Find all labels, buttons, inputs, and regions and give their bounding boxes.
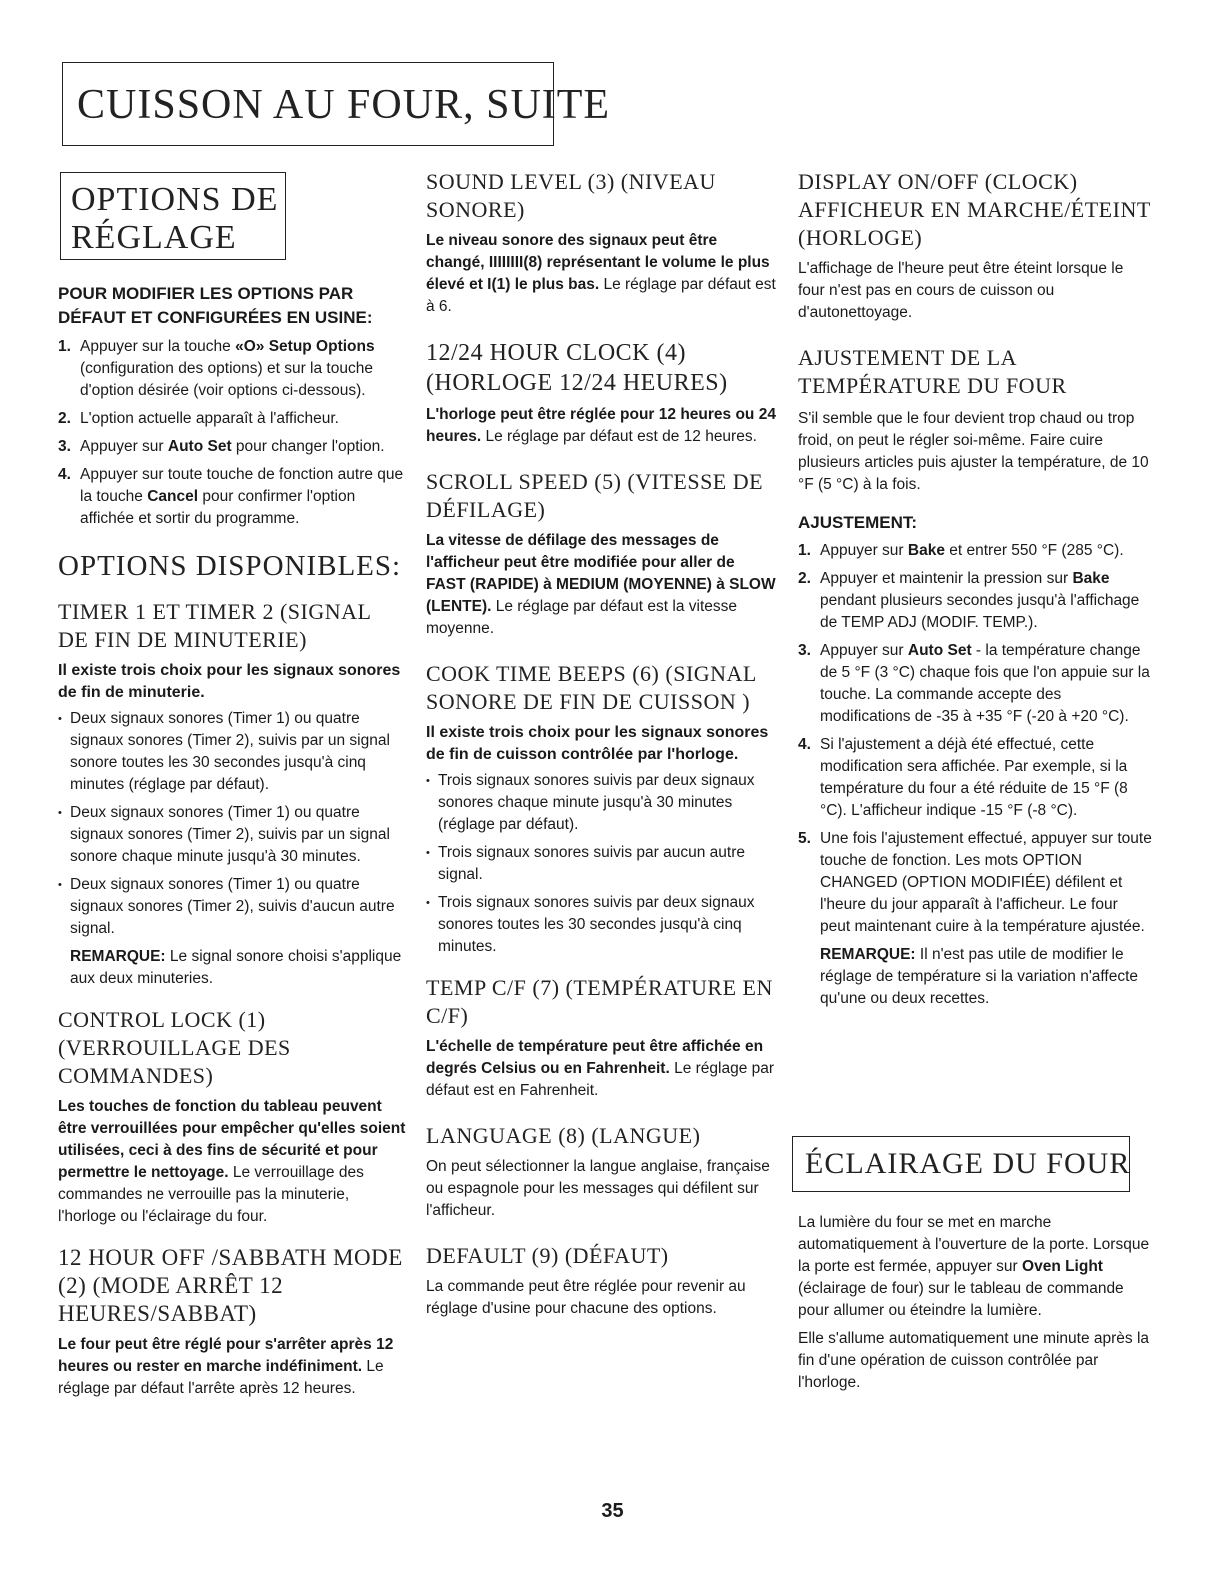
options-box-title-line1: OPTIONS DE bbox=[71, 181, 279, 218]
setup-steps bbox=[58, 336, 406, 530]
ajustement-note: REMARQUE: Il n'est pas utile de modifier le réglage de température si la variation n'affecte qu'une ou deux recettes. bbox=[820, 946, 1139, 1007]
clock-text: L'horloge peut être réglée pour 12 heures ou 24 heures. Le réglage par défaut est de 12 heures. bbox=[426, 406, 776, 445]
oven-light-box bbox=[792, 1136, 1130, 1192]
list-item: 4. Si l'ajustement a déjà été effectué, cette modification sera affichée. Par exemple, si la température du four a été réduite de 15 °F (8 °C). L'afficheur indique -15 °F (-8 °C). bbox=[798, 736, 1128, 819]
list-item: 2. L'option actuelle apparaît à l'afficheur. bbox=[58, 410, 339, 427]
options-box-title-line2: RÉGLAGE bbox=[71, 219, 237, 256]
oven-light-auto-text: Elle s'allume automatiquement une minute après la fin d'une opération de cuisson contrôlée par l'horloge. bbox=[798, 1330, 1150, 1391]
cook-time-beeps-title: COOK TIME BEEPS (6) (SIGNAL SONORE DE FIN DE CUISSON ) bbox=[426, 661, 757, 714]
control-lock-title: CONTROL LOCK (1) (VERROUILLAGE DES COMMANDES) bbox=[58, 1007, 291, 1088]
scroll-speed-text: La vitesse de défilage des messages de l'afficheur peut être modifiée pour aller de FAST (RAPIDE) à MEDIUM (MOYENNE) à SLOW (LENTE). Le réglage par défaut est la vitesse moyenne. bbox=[426, 532, 776, 637]
list-item: 1. Appuyer sur Bake et entrer 550 °F (285 °C). bbox=[798, 542, 1124, 559]
sound-level-text: Le niveau sonore des signaux peut être changé, IIIIIIII(8) représentant le volume le plus élevé et I(1) le plus bas. Le réglage par défaut est à 6. bbox=[426, 232, 776, 315]
temp-cf-title: TEMP C/F (7) (TEMPÉRATURE EN C/F) bbox=[426, 975, 773, 1028]
list-item: • Trois signaux sonores suivis par deux signaux sonores chaque minute jusqu'à 30 minutes (réglage par défaut). bbox=[426, 770, 778, 836]
page-title: CUISSON AU FOUR, SUITE bbox=[77, 82, 611, 128]
timer-lead: Il existe trois choix pour les signaux sonores de fin de minuterie. bbox=[58, 662, 401, 701]
timer-options bbox=[58, 708, 406, 940]
sound-level-title: SOUND LEVEL (3) (NIVEAU SONORE) bbox=[426, 169, 716, 222]
default-text: La commande peut être réglée pour revenir au réglage d'usine pour chacune des options. bbox=[426, 1278, 746, 1317]
options-box bbox=[60, 172, 286, 260]
temp-cf-text: L'échelle de température peut être affichée en degrés Celsius ou en Fahrenheit. Le réglage par défaut est en Fahrenheit. bbox=[426, 1038, 775, 1099]
available-options-title: OPTIONS DISPONIBLES: bbox=[58, 550, 402, 582]
display-title: DISPLAY ON/OFF (CLOCK) AFFICHEUR EN MARCHE/ÉTEINT (HORLOGE) bbox=[798, 169, 1151, 250]
list-item: 1. Appuyer sur la touche «O» Setup Options (configuration des options) et sur la touche d'option désirée (voir options ci-dessous). bbox=[58, 338, 375, 399]
control-lock-text: Les touches de fonction du tableau peuvent être verrouillées pour empêcher qu'elles soient utilisées, ceci à des fins de sécurité et pour permettre le nettoyage. Le verrouillage des commandes ne verrouille pas la minuterie, l'horloge ou l'éclairage du four. bbox=[58, 1098, 406, 1225]
list-item: 3. Appuyer sur Auto Set - la température change de 5 °F (3 °C) chaque fois que l'on appuie sur la touche. La commande accepte des modifications de -35 à +35 °F (-20 à +20 °C). bbox=[798, 642, 1150, 725]
ajustement-heading: AJUSTEMENT: bbox=[798, 513, 918, 532]
oven-light-title: ÉCLAIRAGE DU FOUR bbox=[805, 1147, 1131, 1180]
timer-note: REMARQUE: Le signal sonore choisi s'applique aux deux minuteries. bbox=[70, 948, 402, 987]
adjust-temp-title: AJUSTEMENT DE LA TEMPÉRATURE DU FOUR bbox=[798, 345, 1067, 398]
language-title: LANGUAGE (8) (LANGUE) bbox=[426, 1123, 701, 1148]
clock-title: 12/24 HOUR CLOCK (4) (HORLOGE 12/24 HEURES) bbox=[426, 340, 728, 396]
list-item: • Deux signaux sonores (Timer 1) ou quatre signaux sonores (Timer 2), suivis par un signal sonore toutes les 30 secondes jusqu'à cinq minutes (réglage par défaut). bbox=[58, 708, 406, 796]
list-item: 2. Appuyer et maintenir la pression sur Bake pendant plusieurs secondes jusqu'à l'affichage de TEMP ADJ (MODIF. TEMP.). bbox=[798, 570, 1140, 631]
default-title: DEFAULT (9) (DÉFAUT) bbox=[426, 1243, 669, 1268]
display-text: L'affichage de l'heure peut être éteint lorsque le four n'est pas en cours de cuisson ou d'autonettoyage. bbox=[798, 260, 1124, 321]
adjust-temp-text: S'il semble que le four devient trop chaud ou trop froid, on peut le régler soi-même. Faire cuire plusieurs articles puis ajuster la température, de 10 °F (5 °C) à la fois. bbox=[798, 410, 1149, 493]
ajustement-steps bbox=[798, 540, 1152, 938]
list-item: • Deux signaux sonores (Timer 1) ou quatre signaux sonores (Timer 2), suivis par un signal sonore chaque minute jusqu'à 30 minutes. bbox=[58, 802, 406, 868]
oven-light-text: La lumière du four se met en marche automatiquement à l'ouverture de la porte. Lorsque la porte est fermée, appuyer sur Oven Light (éclairage de four) sur le tableau de commande pour allumer ou éteindre la lumière. bbox=[798, 1214, 1150, 1319]
list-item: 5. Une fois l'ajustement effectué, appuyer sur toute touche de fonction. Les mots OPTION CHANGED (OPTION MODIFIÉE) défilent et l'heure du jour apparaît à l'afficheur. Le four peut maintenant cuire à la température ajustée. bbox=[798, 830, 1152, 935]
intro-heading: POUR MODIFIER LES OPTIONS PAR DÉFAUT ET CONFIGURÉES EN USINE: bbox=[58, 284, 373, 327]
scroll-speed-title: SCROLL SPEED (5) (VITESSE DE DÉFILAGE) bbox=[426, 469, 764, 522]
list-item: 4. Appuyer sur toute touche de fonction autre que la touche Cancel pour confirmer l'option affichée et sortir du programme. bbox=[58, 466, 404, 527]
timer-title: TIMER 1 ET TIMER 2 (SIGNAL DE FIN DE MINUTERIE) bbox=[58, 599, 371, 652]
cook-time-beeps-options bbox=[426, 770, 778, 958]
list-item: • Trois signaux sonores suivis par deux signaux sonores toutes les 30 secondes jusqu'à cinq minutes. bbox=[426, 892, 778, 958]
sabbath-title: 12 HOUR OFF /SABBATH MODE (2) (MODE ARRÊT 12 HEURES/SABBAT) bbox=[58, 1245, 403, 1326]
list-item: 3. Appuyer sur Auto Set pour changer l'option. bbox=[58, 438, 385, 455]
list-item: • Trois signaux sonores suivis par aucun autre signal. bbox=[426, 842, 778, 886]
page-number: 35 bbox=[601, 1500, 624, 1522]
language-text: On peut sélectionner la langue anglaise, française ou espagnole pour les messages qui défilent sur l'afficheur. bbox=[426, 1158, 770, 1219]
page-title-box bbox=[62, 62, 611, 146]
cook-time-beeps-lead: Il existe trois choix pour les signaux sonores de fin de cuisson contrôlée par l'horloge. bbox=[426, 724, 769, 763]
sabbath-text: Le four peut être réglé pour s'arrêter après 12 heures ou rester en marche indéfiniment. Le réglage par défaut l'arrête après 12 heures. bbox=[58, 1336, 394, 1397]
list-item: • Deux signaux sonores (Timer 1) ou quatre signaux sonores (Timer 2), suivis d'aucun autre signal. bbox=[58, 874, 406, 940]
